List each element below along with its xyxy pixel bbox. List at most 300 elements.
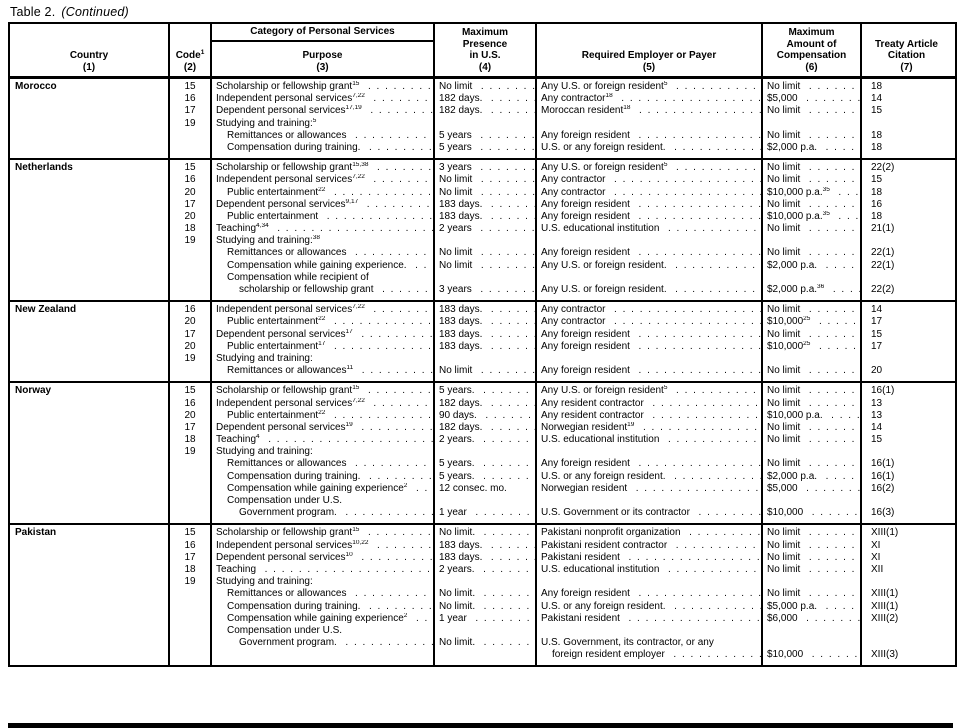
presence-cell: No limit . . . xyxy=(435,81,535,93)
compensation-cell: No limit . . . xyxy=(763,329,860,341)
compensation-cell xyxy=(763,272,860,284)
dot-leader xyxy=(667,540,761,552)
dot-leader xyxy=(824,284,860,296)
dot-leader xyxy=(667,260,761,272)
dot-leader xyxy=(477,410,535,422)
article-cell xyxy=(862,272,951,284)
article-cell: 21(1) xyxy=(871,223,895,235)
column-c2 xyxy=(212,525,435,665)
dot-leader xyxy=(613,93,761,105)
compensation-cell xyxy=(763,637,860,649)
column-c6 xyxy=(862,383,951,523)
column-c5 xyxy=(763,302,862,381)
purpose-cell: Scholarship or fellowship grant$^{15}$ . . . xyxy=(212,527,433,539)
column-c0 xyxy=(10,302,170,381)
dot-leader xyxy=(353,552,433,564)
payer-cell: Norwegian resident . . . xyxy=(537,483,761,495)
dot-leader xyxy=(800,130,860,142)
presence-cell: 183 days. . . . xyxy=(435,211,535,223)
footnote-sup: 7,22 xyxy=(352,174,365,181)
dot-leader xyxy=(605,304,761,316)
presence-cell xyxy=(435,576,535,588)
code-cell xyxy=(170,365,210,377)
purpose-cell: Dependent personal services$^{9,17}$ . . . xyxy=(212,199,433,211)
footnote-sup: 10 xyxy=(345,551,353,558)
purpose-cell: Studying and training:$^5$ xyxy=(216,117,317,129)
code-cell: 18 xyxy=(184,223,196,235)
footnote-sup: 5 xyxy=(663,385,668,392)
compensation-cell: $10,000$^{25}$ . . . xyxy=(763,341,860,353)
article-cell: XIII(3) xyxy=(871,649,899,661)
footnote-sup: 10,22 xyxy=(352,539,369,546)
purpose-cell: Independent personal services$^{7,22}$ . . . xyxy=(212,398,433,410)
payer-cell: Any resident contractor . . . xyxy=(537,398,761,410)
dot-leader xyxy=(830,187,860,199)
dot-leader xyxy=(667,162,761,174)
presence-cell: No limit. . . . xyxy=(435,527,535,539)
presence-cell xyxy=(435,446,535,458)
code-cell xyxy=(170,613,210,625)
code-cell xyxy=(170,471,210,483)
dot-leader xyxy=(800,329,860,341)
dot-leader xyxy=(362,105,433,117)
column-c1 xyxy=(170,383,212,523)
payer-cell: Any contractor . . . xyxy=(537,304,761,316)
presence-cell: 182 days. . . . xyxy=(435,93,535,105)
dot-leader xyxy=(800,223,860,235)
dot-leader xyxy=(800,588,860,600)
presence-cell xyxy=(435,272,535,284)
dot-leader xyxy=(472,162,535,174)
country-section xyxy=(10,160,955,302)
code-cell: 16 xyxy=(184,304,196,316)
purpose-cell: Independent personal services$^{7,22}$ . . . xyxy=(212,93,433,105)
column-c3 xyxy=(435,383,537,523)
compensation-cell: No limit . . . xyxy=(763,247,860,259)
code-cell: 17 xyxy=(184,421,196,433)
code-cell xyxy=(170,130,210,142)
header-purpose: Category of Personal Services Purpose (3) xyxy=(212,24,435,76)
article-cell: 18 xyxy=(871,186,883,198)
code-cell: 19 xyxy=(184,352,196,364)
dot-leader xyxy=(475,385,535,397)
dot-leader xyxy=(472,260,535,272)
footnote-sup: 2 xyxy=(403,612,408,619)
dot-leader xyxy=(482,552,535,564)
article-cell: 18 xyxy=(871,129,883,141)
purpose-cell: Public entertainment$^{22}$ . . . xyxy=(212,316,433,328)
payer-cell: Any foreign resident . . . xyxy=(537,365,761,377)
country-name: New Zealand xyxy=(15,304,77,316)
compensation-cell: No limit . . . xyxy=(763,564,860,576)
header-compensation: Maximum Amount of Compensation (6) xyxy=(763,24,862,76)
dot-leader xyxy=(407,613,433,625)
dot-leader xyxy=(347,247,434,259)
code-cell: 17 xyxy=(184,105,196,117)
payer-cell: Any foreign resident . . . xyxy=(537,329,761,341)
purpose-cell: Government program. . . . xyxy=(212,637,433,649)
dot-leader xyxy=(353,365,433,377)
payer-cell: Any foreign resident . . . xyxy=(537,199,761,211)
dot-leader xyxy=(630,130,761,142)
purpose-cell: Scholarship or fellowship grant$^{15}$ . . . xyxy=(212,81,433,93)
dot-leader xyxy=(620,613,761,625)
code-cell: 18 xyxy=(184,434,196,446)
dot-leader xyxy=(798,93,860,105)
dot-leader xyxy=(482,398,535,410)
purpose-cell: Public entertainment$^{17}$ . . . xyxy=(212,341,433,353)
dot-leader xyxy=(800,434,860,446)
presence-cell xyxy=(435,625,535,637)
code-cell xyxy=(170,247,210,259)
column-c0 xyxy=(10,383,170,523)
presence-cell: 183 days. . . . xyxy=(435,341,535,353)
column-c3 xyxy=(435,302,537,381)
presence-cell: No limit . . . xyxy=(435,247,535,259)
purpose-cell: Dependent personal services$^{19}$ . . . xyxy=(212,422,433,434)
payer-cell: Any foreign resident . . . xyxy=(537,247,761,259)
article-cell: 22(1) xyxy=(871,247,895,259)
dot-leader xyxy=(659,223,761,235)
column-c4 xyxy=(537,79,763,158)
dot-leader xyxy=(358,199,433,211)
column-c2 xyxy=(212,302,435,381)
presence-cell xyxy=(435,235,535,247)
dot-leader xyxy=(318,211,433,223)
dot-leader xyxy=(798,483,860,495)
article-cell: 15 xyxy=(871,434,883,446)
code-cell xyxy=(170,507,210,519)
compensation-cell: No limit . . . xyxy=(763,223,860,235)
article-cell: XIII(2) xyxy=(871,612,899,624)
payer-cell: U.S. educational institution . . . xyxy=(537,564,761,576)
article-cell xyxy=(862,495,951,507)
purpose-cell: Compensation while gaining experience$^2$ . . . xyxy=(212,483,433,495)
dot-leader xyxy=(482,304,535,316)
dot-leader xyxy=(627,483,761,495)
dot-leader xyxy=(475,434,535,446)
article-cell: 13 xyxy=(871,397,883,409)
compensation-cell: No limit . . . xyxy=(763,540,860,552)
column-c5 xyxy=(763,160,862,300)
article-cell: 17 xyxy=(871,340,883,352)
article-cell: 20 xyxy=(871,365,883,377)
column-c5 xyxy=(763,525,862,665)
article-cell: 16(2) xyxy=(871,482,895,494)
dot-leader xyxy=(803,507,860,519)
article-cell: 16(1) xyxy=(871,458,895,470)
article-cell xyxy=(862,625,951,637)
article-cell: 15 xyxy=(871,174,883,186)
payer-cell: U.S. or any foreign resident. . . . xyxy=(537,142,761,154)
purpose-cell: Remittances or allowances . . . xyxy=(212,588,433,600)
column-c6 xyxy=(862,79,951,158)
dot-leader xyxy=(360,471,433,483)
compensation-cell: $10,000$^{25}$ . . . xyxy=(763,316,860,328)
presence-cell: No limit . . . xyxy=(435,174,535,186)
dot-leader xyxy=(800,398,860,410)
presence-cell: No limit. . . . xyxy=(435,588,535,600)
country-section xyxy=(10,79,955,160)
footnote-sup: 7,22 xyxy=(352,397,365,404)
footnote-sup: 17 xyxy=(318,340,326,347)
footnote-sup: 7,22 xyxy=(352,93,365,100)
dot-leader xyxy=(467,507,535,519)
code-cell: 20 xyxy=(184,340,196,352)
dot-leader xyxy=(666,471,761,483)
purpose-cell: Independent personal services$^{10,22}$ . . . xyxy=(212,540,433,552)
presence-cell: 182 days. . . . xyxy=(435,422,535,434)
purpose-cell: Dependent personal services$^{17}$ . . . xyxy=(212,329,433,341)
payer-cell: U.S. educational institution . . . xyxy=(537,434,761,446)
payer-cell xyxy=(537,235,761,247)
purpose-cell: Scholarship or fellowship grant$^{15,38}$ . . . xyxy=(212,162,433,174)
presence-cell: No limit. . . . xyxy=(435,601,535,613)
footnote-sup: 5 xyxy=(663,81,668,87)
country-name: Norway xyxy=(15,385,52,397)
footnote-sup: 25 xyxy=(803,316,811,323)
dot-leader xyxy=(800,174,860,186)
code-cell: 20 xyxy=(184,210,196,222)
presence-cell xyxy=(435,118,535,130)
footnote-sup: 22 xyxy=(318,409,326,416)
dot-leader xyxy=(360,142,433,154)
compensation-cell xyxy=(763,576,860,588)
dot-leader xyxy=(798,613,860,625)
dot-leader xyxy=(800,385,860,397)
dot-leader xyxy=(630,588,761,600)
dot-leader xyxy=(482,329,535,341)
code-cell: 18 xyxy=(184,563,196,575)
payer-cell: Any foreign resident . . . xyxy=(537,211,761,223)
dot-leader xyxy=(800,552,860,564)
compensation-cell: No limit . . . xyxy=(763,130,860,142)
column-c1 xyxy=(170,525,212,665)
dot-leader xyxy=(475,588,535,600)
dot-leader xyxy=(475,637,535,649)
payer-cell: Pakistani resident contractor . . . xyxy=(537,540,761,552)
compensation-cell xyxy=(763,235,860,247)
dot-leader xyxy=(347,458,434,470)
code-cell: 16 xyxy=(184,397,196,409)
article-cell xyxy=(862,353,951,365)
payer-cell: Any foreign resident . . . xyxy=(537,458,761,470)
compensation-cell xyxy=(763,353,860,365)
payer-cell xyxy=(537,576,761,588)
purpose-cell: Compensation under U.S. xyxy=(227,495,343,506)
payer-cell: U.S. Government, its contractor, or any xyxy=(541,637,714,649)
dot-leader xyxy=(374,284,433,296)
article-cell xyxy=(862,235,951,247)
header-presence: Maximum Presence in U.S. (4) xyxy=(435,24,537,76)
purpose-cell: Compensation under U.S. xyxy=(227,624,343,636)
article-cell: XII xyxy=(871,563,884,575)
dot-leader xyxy=(644,410,761,422)
article-cell: 18 xyxy=(871,210,883,222)
dot-leader xyxy=(690,507,761,519)
purpose-cell: Public entertainment$^{22}$ . . . xyxy=(212,187,433,199)
dot-leader xyxy=(482,316,535,328)
payer-cell: Pakistani resident . . . xyxy=(537,552,761,564)
purpose-cell: Compensation while gaining experience. . . . xyxy=(212,260,433,272)
compensation-cell: $10,000 p.a. . . . xyxy=(763,410,860,422)
compensation-cell: No limit . . . xyxy=(763,81,860,93)
payer-cell xyxy=(537,118,761,130)
column-c1 xyxy=(170,79,212,158)
code-cell xyxy=(170,637,210,649)
footnote-sup: 19 xyxy=(627,421,635,428)
dot-leader xyxy=(800,422,860,434)
purpose-cell: Teaching . . . xyxy=(212,564,433,576)
compensation-cell: No limit . . . xyxy=(763,162,860,174)
dot-leader xyxy=(644,398,761,410)
footnote-sup: 22 xyxy=(318,316,326,323)
code-cell: 17 xyxy=(184,551,196,563)
payer-cell xyxy=(537,446,761,458)
presence-cell: 5 years. . . . xyxy=(435,471,535,483)
purpose-cell: Studying and training: xyxy=(216,576,313,588)
payer-cell: Any U.S. or foreign resident$^5$ . . . xyxy=(537,81,761,93)
presence-cell: No limit . . . xyxy=(435,365,535,377)
column-c4 xyxy=(537,525,763,665)
presence-cell: No limit . . . xyxy=(435,187,535,199)
purpose-cell: Compensation during training. . . . xyxy=(212,601,433,613)
purpose-cell: Remittances or allowances . . . xyxy=(212,458,433,470)
column-c2 xyxy=(212,160,435,300)
dot-leader xyxy=(472,142,535,154)
dot-leader xyxy=(817,142,860,154)
column-c4 xyxy=(537,302,763,381)
article-cell: 16(1) xyxy=(871,385,895,397)
footnote-sup: 5 xyxy=(663,162,668,169)
dot-leader xyxy=(800,527,860,539)
dot-leader xyxy=(667,81,761,93)
code-cell: 16 xyxy=(184,93,196,105)
article-cell: 16(1) xyxy=(871,470,895,482)
compensation-cell: $10,000 . . . xyxy=(763,649,860,661)
table-title-continued: (Continued) xyxy=(61,5,129,19)
compensation-cell: $2,000 p.a. . . . xyxy=(763,260,860,272)
purpose-cell: Remittances or allowances . . . xyxy=(212,247,433,259)
dot-leader xyxy=(482,199,535,211)
article-cell: 14 xyxy=(871,304,883,316)
presence-cell: 2 years. . . . xyxy=(435,434,535,446)
dot-leader xyxy=(325,187,433,199)
dot-leader xyxy=(472,223,535,235)
compensation-cell: $10,000 p.a.$^{35}$ . . . xyxy=(763,187,860,199)
column-c3 xyxy=(435,525,537,665)
presence-cell: 12 consec. mo. xyxy=(439,482,507,494)
code-cell: 20 xyxy=(184,316,196,328)
column-c4 xyxy=(537,383,763,523)
presence-cell: 182 days. . . . xyxy=(435,105,535,117)
purpose-cell: Teaching$^{4,34}$ . . . xyxy=(212,223,433,235)
article-cell: 16(3) xyxy=(871,507,895,519)
country-section xyxy=(10,383,955,525)
payer-cell: Any U.S. or foreign resident$^5$ . . . xyxy=(537,162,761,174)
dot-leader xyxy=(817,260,860,272)
payer-cell: Pakistani resident . . . xyxy=(537,613,761,625)
code-cell xyxy=(170,588,210,600)
dot-leader xyxy=(365,174,433,186)
payer-cell: Any foreign resident . . . xyxy=(537,130,761,142)
footnote-sup: 4 xyxy=(256,434,260,441)
column-c1 xyxy=(170,160,212,300)
dot-leader xyxy=(467,613,535,625)
compensation-cell: No limit . . . xyxy=(763,458,860,470)
payer-cell: Norwegian resident$^{19}$ . . . xyxy=(537,422,761,434)
dot-leader xyxy=(359,527,433,539)
dot-leader xyxy=(365,93,433,105)
code-cell: 19 xyxy=(184,446,196,458)
purpose-cell: Remittances or allowances$^{11}$ . . . xyxy=(212,365,433,377)
purpose-cell: Government program. . . . xyxy=(212,507,433,519)
code-cell: 17 xyxy=(184,198,196,210)
code-cell xyxy=(170,142,210,154)
presence-cell: 183 days. . . . xyxy=(435,329,535,341)
country-section xyxy=(10,302,955,383)
dot-leader xyxy=(659,434,761,446)
dot-leader xyxy=(365,398,433,410)
country-name: Netherlands xyxy=(15,162,73,174)
dot-leader xyxy=(817,601,860,613)
dot-leader xyxy=(630,199,761,211)
compensation-cell: $2,000 p.a. . . . xyxy=(763,471,860,483)
compensation-cell: $6,000 . . . xyxy=(763,613,860,625)
presence-cell: 183 days. . . . xyxy=(435,552,535,564)
presence-cell: 5 years. . . . xyxy=(435,385,535,397)
presence-cell: 3 years . . . xyxy=(435,162,535,174)
dot-leader xyxy=(630,329,761,341)
article-cell: XIII(1) xyxy=(871,600,899,612)
article-cell: 14 xyxy=(871,421,883,433)
presence-cell: 5 years . . . xyxy=(435,130,535,142)
compensation-cell xyxy=(763,446,860,458)
dot-leader xyxy=(472,174,535,186)
article-cell: XIII(1) xyxy=(871,527,899,539)
dot-leader xyxy=(482,341,535,353)
dot-leader xyxy=(256,564,433,576)
dot-leader xyxy=(482,105,535,117)
footnote-sup: 15,38 xyxy=(352,162,369,169)
dot-leader xyxy=(800,105,860,117)
article-cell xyxy=(862,576,951,588)
dot-leader xyxy=(353,329,433,341)
dot-leader xyxy=(667,385,761,397)
article-cell: 15 xyxy=(871,105,883,117)
dot-leader xyxy=(800,540,860,552)
dot-leader xyxy=(630,458,761,470)
compensation-cell xyxy=(763,625,860,637)
compensation-cell: No limit . . . xyxy=(763,385,860,397)
presence-cell: 5 years. . . . xyxy=(435,458,535,470)
presence-cell: 183 days. . . . xyxy=(435,199,535,211)
dot-leader xyxy=(620,552,761,564)
code-cell: 19 xyxy=(184,117,196,129)
column-c6 xyxy=(862,525,951,665)
footnote-sup: 2 xyxy=(403,482,408,489)
country-name: Pakistan xyxy=(15,527,57,539)
presence-cell: 183 days. . . . xyxy=(435,304,535,316)
purpose-cell: Public entertainment . . . xyxy=(212,211,433,223)
article-cell: 22(2) xyxy=(871,284,895,295)
country-section xyxy=(10,525,955,665)
purpose-cell: Studying and training: xyxy=(216,352,313,364)
purpose-cell xyxy=(212,649,433,661)
payer-cell xyxy=(537,495,761,507)
dot-leader xyxy=(666,142,761,154)
code-cell: 20 xyxy=(184,409,196,421)
